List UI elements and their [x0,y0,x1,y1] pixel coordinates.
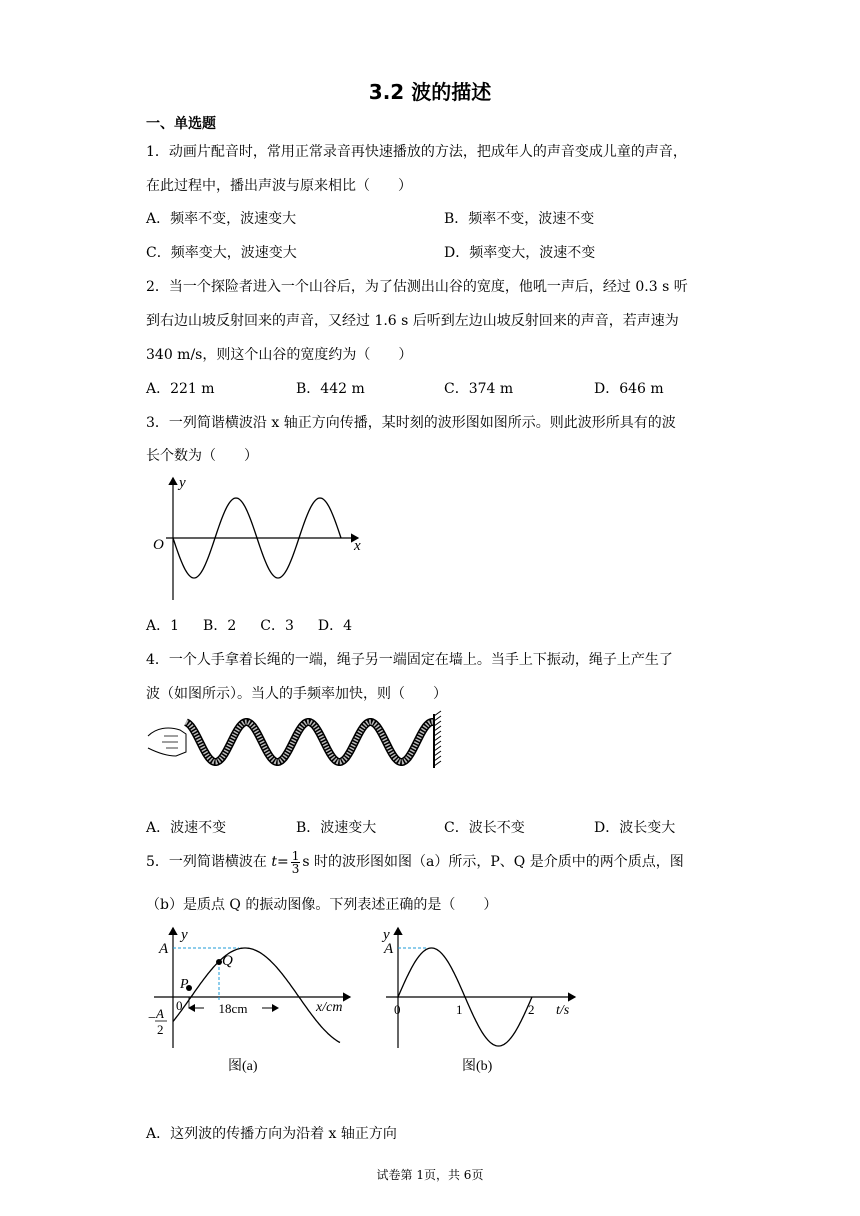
fig-a-negA-num: A [156,1006,164,1021]
q3-line1: 3．一列简谐横波沿 x 轴正方向传播，某时刻的波形图如图所示。则此波形所具有的波 [146,415,676,431]
fig-b-amplitude-label: A [384,941,394,957]
q2-option-c[interactable]: C．374 m [444,381,514,397]
q4-option-c[interactable]: C．波长不变 [444,820,525,836]
q4-option-b[interactable]: B．波速变大 [296,820,377,836]
fig-b-x-label: t/s [556,1003,570,1018]
q4-rope-figure [146,708,452,774]
fig-a-distance-label: 18cm [218,1001,248,1016]
q4-line1: 4．一个人手拿着长绳的一端，绳子另一端固定在墙上。当手上下振动，绳子上产生了 [146,652,673,668]
fig-a-minus: − [148,1011,156,1026]
q3-origin-label: O [153,537,164,553]
q3-option-b[interactable]: B．2 [203,618,237,634]
q5-fraction: $\frac{1}{3}$ [291,848,300,876]
q3-option-a[interactable]: A．1 [146,618,180,634]
q1-option-a[interactable]: A．频率不变，波速变大 [146,211,297,227]
fig-a-amplitude-label: A [159,941,169,957]
q2-line3: 340 m/s，则这个山谷的宽度约为（ ） [146,347,413,363]
q3-x-label: x [354,538,361,554]
fig-a-p-label: P [180,977,189,992]
q1-option-c[interactable]: C．频率变大，波速变大 [146,245,297,261]
fig-a-x-label: x/cm [316,1000,343,1015]
fig-b-caption: 图(b) [462,1059,493,1074]
q2-option-b[interactable]: B．442 m [296,381,365,397]
q2-line2: 到右边山坡反射回来的声音，又经过 1.6 s 后听到左边山坡反射回来的声音，若声速为 [146,313,679,329]
fig-a-wave-curve [173,948,343,1043]
q3-options [146,615,352,635]
q3-y-label: y [179,475,186,491]
fig-b-zero: 0 [394,1002,401,1017]
section-heading: 一、单选题 [146,116,216,132]
q5-line1: 5．一列简谐横波在 t= $\frac{1}{3}$ s 时的波形图如图（a）所示，P、Q 是介质中的两个质点，图 [146,848,684,876]
q1-option-b[interactable]: B．频率不变，波速不变 [444,211,595,227]
q4-option-d[interactable]: D．波长变大 [594,820,676,836]
fig-a-negA-den: 2 [157,1022,164,1037]
q1-line1: 1．动画片配音时，常用正常录音再快速播放的方法，把成年人的声音变成儿童的声音， [146,144,687,160]
q1-line2: 在此过程中，播出声波与原来相比（ ） [146,178,412,194]
fig-a-zero: 0 [176,998,183,1013]
q2-line1: 2．当一个探险者进入一个山谷后，为了估测出山谷的宽度，他吼一声后，经过 0.3 s 听 [146,279,688,295]
page-footer: 试卷第 1页，共 6页 [376,1168,484,1182]
q5-option-a[interactable]: A．这列波的传播方向为沿着 x 轴正方向 [146,1126,397,1142]
q3-option-d[interactable]: D．4 [317,618,352,634]
fig-a-caption: 图(a) [228,1059,258,1074]
page-title: 3.2 波的描述 [368,80,492,104]
q1-option-d[interactable]: D．频率变大，波速不变 [444,245,596,261]
q3-line2: 长个数为（ ） [146,448,258,464]
q4-option-a[interactable]: A．波速不变 [146,820,227,836]
q4-line2: 波（如图所示）。当人的手频率加快，则（ ） [146,686,447,702]
fig-a-y-label: y [181,927,188,943]
fig-b-tick-1: 1 [456,1002,463,1017]
q5-figure-b [370,922,580,1082]
q2-option-a[interactable]: A．221 m [146,381,215,397]
q3-option-c[interactable]: C．3 [260,618,294,634]
q3-wave-figure [146,470,376,605]
fig-b-y-label: y [383,927,390,943]
fig-b-tick-2: 2 [528,1002,535,1017]
q5-line2: （b）是质点 Q 的振动图像。下列表述正确的是（ ） [146,897,498,913]
q2-option-d[interactable]: D．646 m [594,381,664,397]
q5-figure-a [140,922,360,1082]
fig-a-q-label: Q [222,953,233,969]
